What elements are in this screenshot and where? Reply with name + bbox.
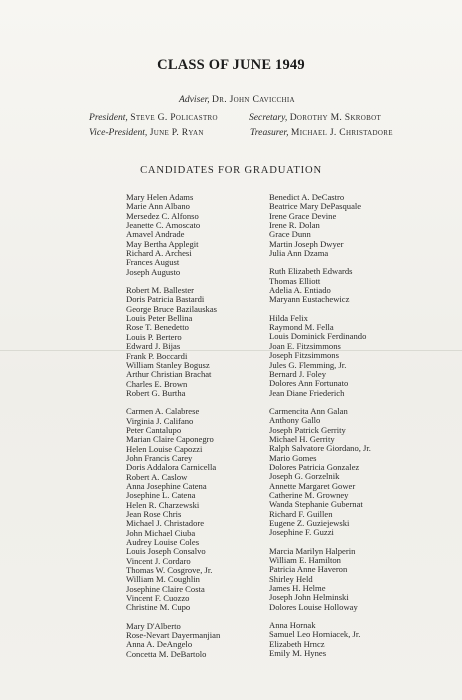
candidate-name: Joseph Fitzsimmons [269,350,339,361]
candidate-name: Grace Dunn [269,229,311,240]
candidate-name: Doris Addalora Carnicella [126,462,217,473]
candidate-name: Beatrice Mary DePasquale [269,201,362,212]
candidate-name: Peter Cantalupo [126,424,182,435]
president-line [89,112,218,123]
candidate-name: Carmencita Ann Galan [269,405,348,416]
officer-name: June P. Ryan [149,127,204,138]
candidate-name: Dolores Patricia Gonzalez [269,461,360,472]
candidate-name: Annette Margaret Gower [269,480,356,491]
candidate-name: Benedict A. DeCastro [269,192,345,202]
candidate-name: Ralph Salvatore Giordano, Jr. [269,443,371,454]
candidate-name: Patricia Anne Haveron [269,564,348,575]
candidate-name: Mary Helen Adams [126,192,194,202]
candidate-name: Michael J. Christadore [126,518,205,529]
candidate-name: Christine M. Cupo [126,602,191,613]
officer-name: Michael J. Christadore [290,127,393,138]
candidate-name: Robert G. Burtha [126,387,186,398]
name-group [269,621,371,658]
candidate-name: Anthony Gallo [269,415,321,426]
secretary-line [249,112,381,123]
candidate-name: Vincent J. Cordaro [126,555,191,566]
candidate-name: Dolores Ann Fortunato [269,378,349,389]
candidate-name: Anna A. DeAngelo [126,639,193,650]
name-group [269,547,371,612]
candidate-name: William E. Hamilton [269,555,341,566]
candidate-name: Edward J. Bijas [126,341,181,352]
candidate-name: Wanda Stephanie Gubernat [269,499,363,510]
candidate-name: Frances August [126,257,180,268]
candidate-name: Richard A. Archesi [126,248,192,259]
adviser-line [179,94,295,105]
candidate-name: Adelia A. Entiado [269,285,331,296]
candidate-name: Shirley Held [269,573,313,584]
candidate-name: Marcia Marilyn Halperin [269,545,356,556]
candidate-name: Charles E. Brown [126,378,188,389]
candidate-name: Irene R. Dolan [269,220,320,231]
candidate-name: George Bruce Bazilauskas [126,303,217,314]
candidate-name: Samuel Leo Horniacek, Jr. [269,629,361,640]
officer-name: Dorothy M. Skrobot [289,112,382,123]
name-group [126,622,220,659]
candidate-name: Concetta M. DeBartolo [126,648,207,659]
candidate-name: Bernard J. Foley [269,368,327,379]
candidate-name: Hilda Felix [269,312,308,323]
candidate-name: Richard F. Guillen [269,508,333,519]
candidate-name: Helen R. Charzewski [126,499,200,510]
candidate-name: Emily M. Hynes [269,648,327,659]
candidate-name: Joseph Patrick Gerrity [269,424,346,435]
candidate-name: Julia Ann Dzama [269,248,329,259]
candidates-right-column [269,193,371,667]
candidate-name: Joan E. Fitzsimmons [269,340,341,351]
candidates-left-column [126,193,220,668]
candidate-name: James H. Helme [269,583,326,594]
candidate-name: Frank P. Boccardi [126,350,188,361]
candidate-name: Joseph G. Gorzelnik [269,471,340,482]
candidate-name: Raymond M. Fella [269,322,334,333]
candidate-name: Anna Hornak [269,620,316,631]
candidate-name: Thomas W. Cosgrove, Jr. [126,565,213,576]
officer-role: Treasurer, [250,127,289,138]
name-group [269,267,371,304]
candidate-name: Jeanette C. Amoscato [126,220,201,231]
candidate-name: Jean Rose Chris [126,509,182,519]
officer-role: Secretary, [249,112,288,123]
vice-president-line [89,127,204,138]
candidate-name: Irene Grace Devine [269,210,337,221]
candidate-name: Robert A. Caslow [126,471,188,482]
candidate-name: Josephine L. Catena [126,490,196,501]
name-group [269,314,371,398]
candidate-name: Jules G. Flemming, Jr. [269,359,347,370]
officer-role: President, [89,112,128,123]
officer-role: Adviser, [179,94,210,105]
candidate-name: Doris Patricia Bastardi [126,294,205,305]
candidate-name: Dolores Louise Holloway [269,601,358,612]
candidate-name: Eugene Z. Guziejewski [269,518,350,528]
candidate-name: Louis Dominick Ferdinando [269,331,367,342]
candidate-name: Louis Joseph Consalvo [126,546,206,557]
candidate-name: Rose T. Benedetto [126,322,189,333]
candidate-name: Ruth Elizabeth Edwards [269,266,353,277]
candidate-name: Elizabeth Hrncz [269,638,325,649]
candidate-name: Louis Peter Bellina [126,313,193,324]
candidate-name: Vincent F. Cuozzo [126,593,190,604]
candidate-name: William Stanley Bogusz [126,359,210,370]
candidate-name: Audrey Louise Coles [126,537,200,548]
candidate-name: John Francis Carey [126,452,193,463]
treasurer-line [250,127,393,138]
candidate-name: Amavel Andrade [126,229,185,240]
name-group [269,407,371,538]
officer-name: Steve G. Policastro [130,112,218,123]
candidate-name: Mersedez C. Alfonso [126,210,199,221]
candidate-name: Joseph Augusto [126,266,181,277]
candidate-name: Michael H. Gerrity [269,433,335,444]
name-group [269,193,371,258]
paper-fold [0,350,462,351]
candidate-name: Marian Claire Caponegro [126,434,214,445]
candidate-name: Thomas Elliott [269,275,321,286]
candidate-name: Virginia J. Califano [126,415,194,426]
name-group [126,286,220,398]
candidate-name: Joseph John Helminski [269,592,349,603]
candidate-name: Rose-Nevart Dayermanjian [126,630,221,641]
document-title: CLASS OF JUNE 1949 [157,57,305,73]
candidate-name: Carmen A. Calabrese [126,406,200,417]
name-group [126,407,220,613]
officer-role: Vice-President, [89,127,148,138]
candidate-name: Mary D'Alberto [126,620,181,631]
candidate-name: William M. Coughlin [126,574,200,585]
candidate-name: Jean Diane Friederich [269,387,345,398]
candidate-name: Louis P. Bertero [126,331,182,342]
name-group [126,193,220,277]
candidate-name: Josephine F. Guzzi [269,527,334,538]
candidate-name: Martin Joseph Dwyer [269,238,344,249]
candidate-name: Anna Josephine Catena [126,480,207,491]
candidate-name: Catherine M. Growney [269,489,349,500]
candidate-name: Robert M. Ballester [126,285,195,296]
candidate-name: John Michael Ciuba [126,527,196,538]
candidates-heading: CANDIDATES FOR GRADUATION [140,165,322,176]
candidate-name: Josephine Claire Costa [126,583,205,594]
candidate-name: May Bertha Applegit [126,238,199,249]
candidate-name: Helen Louise Capozzi [126,443,203,454]
candidate-name: Arthur Christian Brachat [126,369,212,380]
officer-name: Dr. John Cavicchia [212,94,295,105]
candidate-name: Mario Gomes [269,452,317,463]
candidate-name: Marie Ann Albano [126,201,190,212]
candidate-name: Maryann Eustachewicz [269,294,350,305]
